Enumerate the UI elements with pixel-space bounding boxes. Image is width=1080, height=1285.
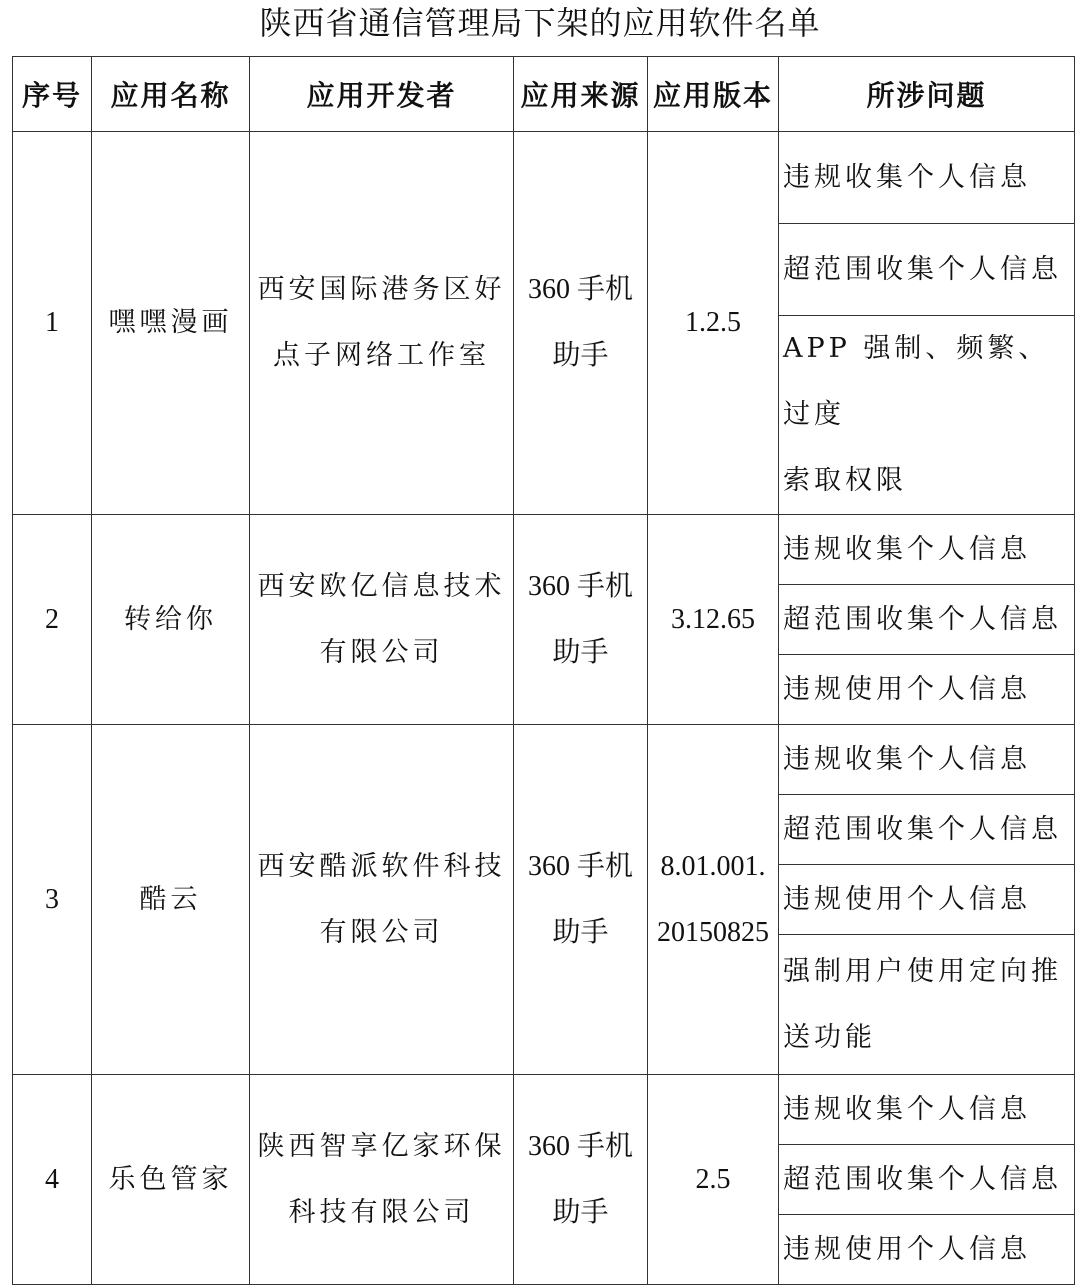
issue-line: 超范围收集个人信息 <box>783 603 1062 635</box>
version-line: 20150825 <box>657 916 769 948</box>
cell-issue <box>779 132 1075 224</box>
developer-line: 西安国际港务区好 <box>257 274 506 305</box>
issue-line: APP 强制、频繁、过度 <box>783 333 1050 430</box>
document-title: 陕西省通信管理局下架的应用软件名单 <box>259 4 821 42</box>
issue-line: 超范围收集个人信息 <box>783 1163 1062 1195</box>
cell-developer <box>250 725 514 1075</box>
cell-issue <box>779 725 1075 795</box>
header-source: 应用来源 <box>514 57 648 132</box>
cell-developer <box>250 1075 514 1285</box>
developer-line: 西安酷派软件科技 <box>257 850 506 882</box>
version-line: 2.5 <box>695 1163 731 1195</box>
app-name: 乐色管家 <box>108 1163 233 1195</box>
cell-source <box>514 725 648 1075</box>
cell-app-name <box>92 132 250 515</box>
issue-line: 违规收集个人信息 <box>783 161 1031 193</box>
issue-line: 超范围收集个人信息 <box>783 813 1062 845</box>
cell-issue <box>779 865 1075 935</box>
table-row <box>13 1075 1075 1145</box>
cell-app-name <box>92 725 250 1075</box>
header-version: 应用版本 <box>648 57 779 132</box>
cell-issue <box>779 1075 1075 1145</box>
app-name: 转给你 <box>124 603 217 635</box>
developer-line: 有限公司 <box>319 916 444 948</box>
source-line: 助手 <box>552 916 609 948</box>
issue-line: 超范围收集个人信息 <box>783 253 1062 285</box>
source-line: 360 手机 <box>527 850 633 882</box>
source-line: 360 手机 <box>527 274 633 305</box>
issue-line: 送功能 <box>783 1021 876 1053</box>
version-line: 8.01.001. <box>660 850 766 882</box>
cell-issue <box>779 1215 1075 1285</box>
cell-version <box>648 1075 779 1285</box>
app-list-table <box>12 56 1075 1285</box>
issue-line: 违规使用个人信息 <box>783 673 1031 705</box>
developer-line: 点子网络工作室 <box>273 340 490 371</box>
cell-seq <box>13 1075 92 1285</box>
source-line: 助手 <box>552 636 609 668</box>
developer-line: 陕西智享亿家环保 <box>257 1130 506 1162</box>
issue-line: 索取权限 <box>783 465 907 496</box>
table-body <box>13 132 1075 1285</box>
source-line: 360 手机 <box>527 1130 633 1162</box>
source-line: 360 手机 <box>527 570 633 602</box>
developer-line: 科技有限公司 <box>288 1196 475 1228</box>
app-name: 酷云 <box>139 883 202 915</box>
cell-issue <box>779 1145 1075 1215</box>
source-line: 助手 <box>552 340 609 371</box>
cell-version <box>648 132 779 515</box>
issue-line: 违规收集个人信息 <box>783 533 1031 565</box>
issue-line: 违规使用个人信息 <box>783 1233 1031 1265</box>
cell-issue <box>779 515 1075 585</box>
cell-developer <box>250 515 514 725</box>
issue-line: 强制用户使用定向推 <box>783 955 1062 987</box>
cell-issue <box>779 795 1075 865</box>
cell-issue <box>779 224 1075 316</box>
app-name: 嘿嘿漫画 <box>108 307 233 338</box>
cell-app-name <box>92 1075 250 1285</box>
cell-app-name <box>92 515 250 725</box>
table-row <box>13 515 1075 585</box>
table-row <box>13 132 1075 224</box>
version-line: 1.2.5 <box>685 307 741 338</box>
cell-source <box>514 515 648 725</box>
issue-line: 违规收集个人信息 <box>783 1093 1031 1125</box>
cell-seq <box>13 132 92 515</box>
developer-line: 西安欧亿信息技术 <box>257 570 506 602</box>
table-row <box>13 725 1075 795</box>
seq-number: 4 <box>45 1163 59 1195</box>
cell-developer <box>250 132 514 515</box>
seq-number: 1 <box>45 307 59 338</box>
cell-source <box>514 1075 648 1285</box>
cell-issue <box>779 935 1075 1075</box>
seq-number: 2 <box>45 603 59 635</box>
cell-source <box>514 132 648 515</box>
issue-line: 违规使用个人信息 <box>783 883 1031 915</box>
header-name: 应用名称 <box>92 57 250 132</box>
cell-version <box>648 725 779 1075</box>
header-developer: 应用开发者 <box>250 57 514 132</box>
table-header-row <box>13 57 1075 132</box>
cell-seq <box>13 725 92 1075</box>
header-issues: 所涉问题 <box>779 57 1075 132</box>
version-line: 3.12.65 <box>671 603 755 635</box>
cell-issue <box>779 585 1075 655</box>
cell-issue <box>779 655 1075 725</box>
issue-line: 违规收集个人信息 <box>783 743 1031 775</box>
developer-line: 有限公司 <box>319 636 444 668</box>
cell-issue <box>779 316 1075 515</box>
cell-seq <box>13 515 92 725</box>
cell-version <box>648 515 779 725</box>
seq-number: 3 <box>45 883 59 915</box>
source-line: 助手 <box>552 1196 609 1228</box>
header-seq: 序号 <box>13 57 92 132</box>
